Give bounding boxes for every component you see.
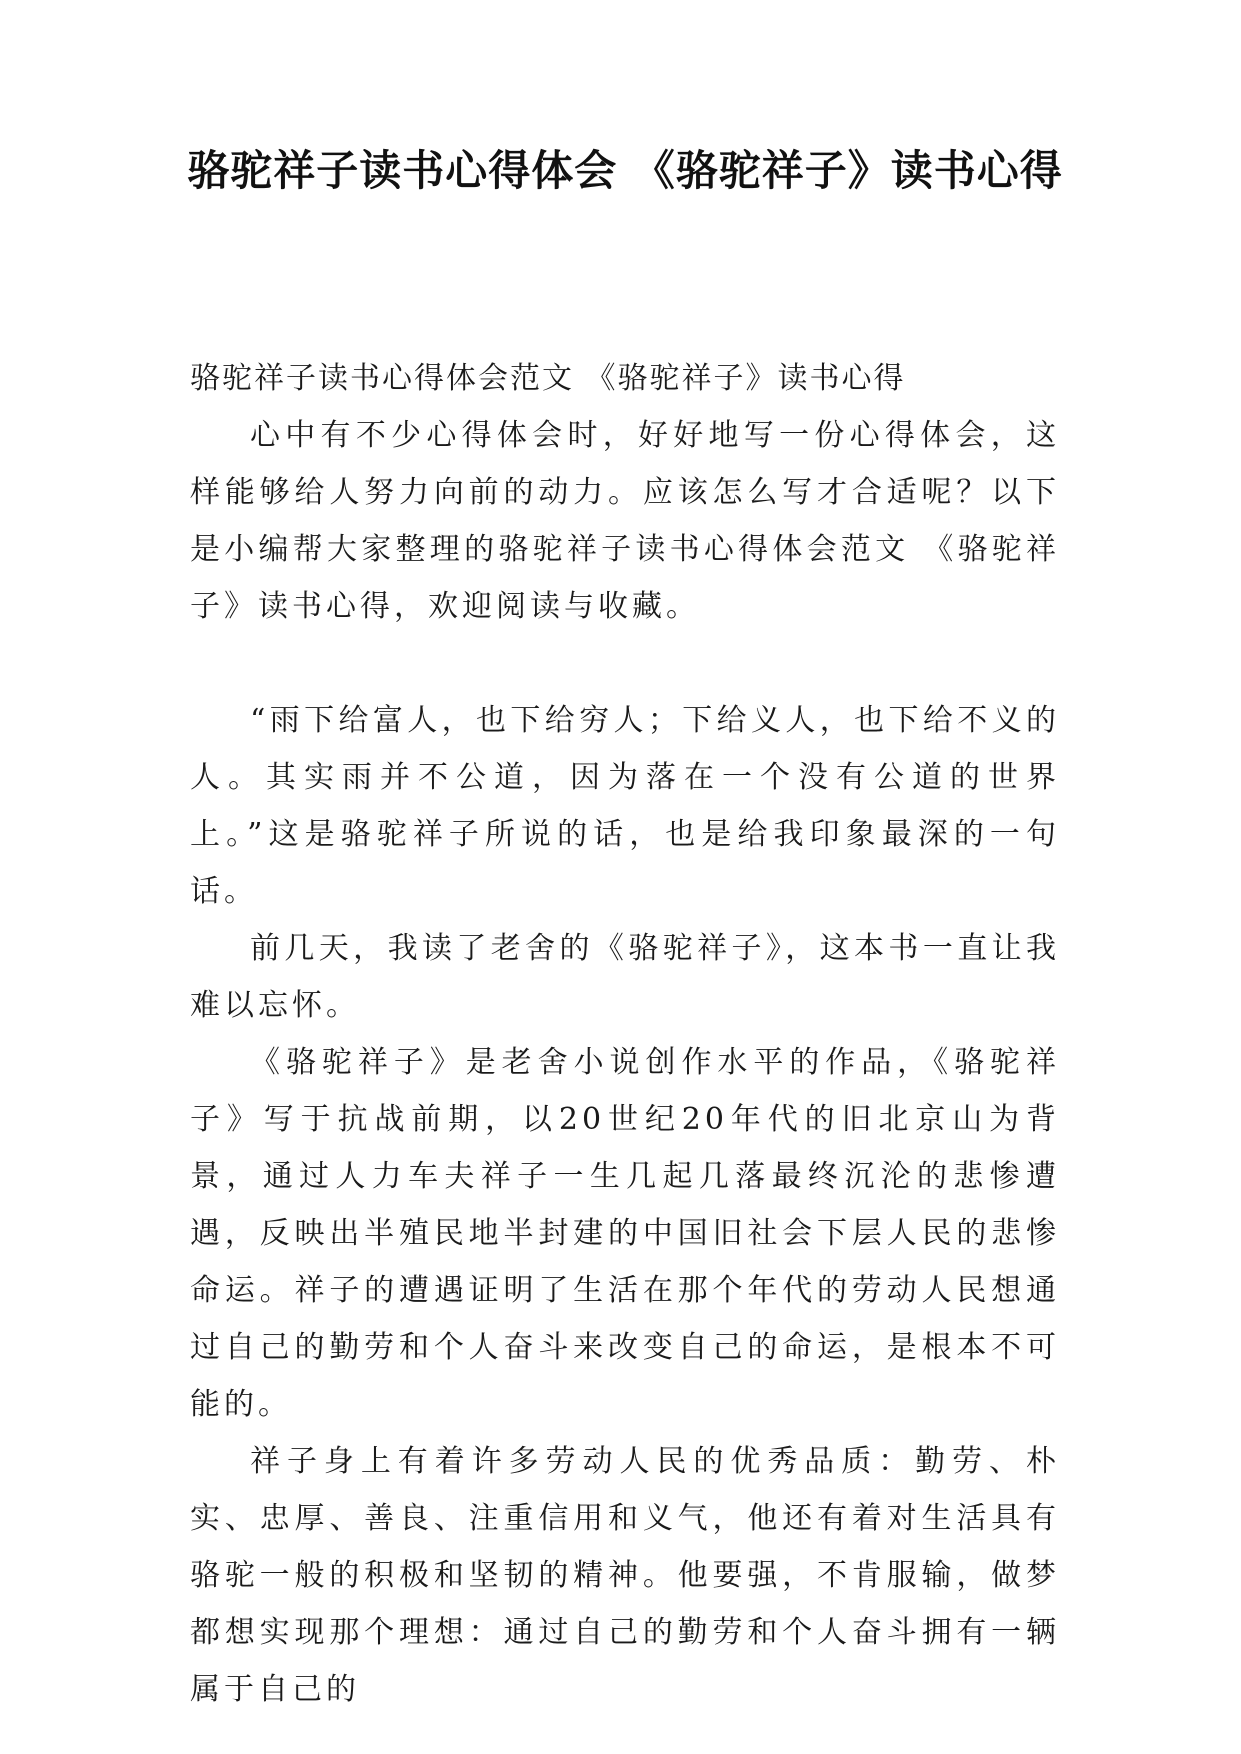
paragraph-reading: 前几天，我读了老舍的《骆驼祥子》，这本书一直让我难以忘怀。 [190, 931, 1060, 1023]
document-body [190, 350, 1060, 1718]
paragraph-background: 《骆驼祥子》是老舍小说创作水平的作品，《骆驼祥子》写于抗战前期，以20世纪20年代的旧北京山为背景，通过人力车夫祥子一生几起几落最终沉沦的悲惨遭遇，反映出半殖民地半封建的中国旧社会下层人民的悲惨命运。祥子的遭遇证明了生活在那个年代的劳动人民想通过自己的勤劳和个人奋斗来改变自己的命运，是根本不可能的。 [190, 1045, 1060, 1422]
document-title: 骆驼祥子读书心得体会 《骆驼祥子》读书心得 [187, 146, 1063, 195]
paragraph-intro: 心中有不少心得体会时，好好地写一份心得体会，这样能够给人努力向前的动力。应该怎么写才合适呢？以下是小编帮大家整理的骆驼祥子读书心得体会范文 《骆驼祥子》读书心得，欢迎阅读与收藏。 [190, 418, 1060, 624]
paragraph-qualities: 祥子身上有着许多劳动人民的优秀品质：勤劳、朴实、忠厚、善良、注重信用和义气，他还有着对生活具有骆驼一般的积极和坚韧的精神。他要强，不肯服输，做梦都想实现那个理想：通过自己的勤劳和个人奋斗拥有一辆属于自己的 [190, 1444, 1060, 1707]
document-subtitle: 骆驼祥子读书心得体会范文 《骆驼祥子》读书心得 [190, 361, 906, 396]
paragraph-quote: “雨下给富人，也下给穷人；下给义人，也下给不义的人。其实雨并不公道，因为落在一个没有公道的世界上。”这是骆驼祥子所说的话，也是给我印象最深的一句话。 [190, 703, 1060, 909]
